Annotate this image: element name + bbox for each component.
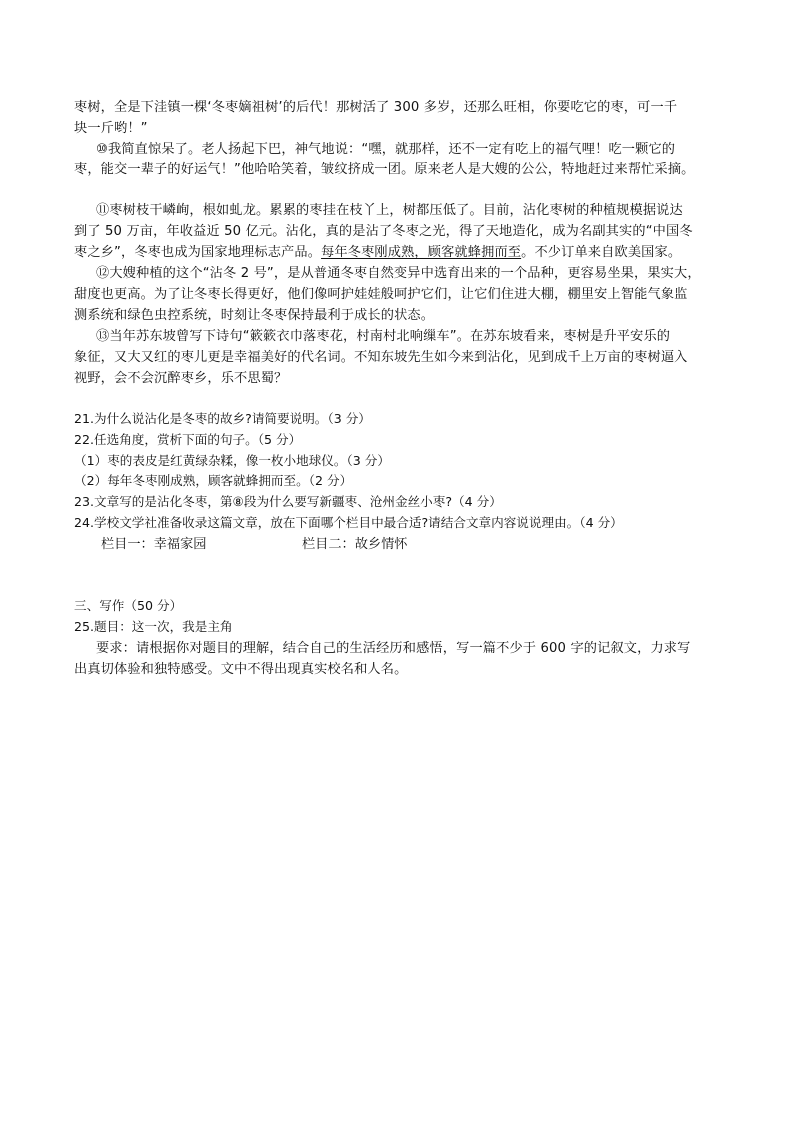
question-24: 24.学校文学社准备收录这篇文章，放在下面哪个栏目中最合适?请结合文章内容说说理由。（4 分）: [74, 515, 623, 530]
paragraph-10-line-1: ⑩我简直惊呆了。老人扬起下巴，神气地说：“嘿，就那样，还不一定有吃上的福气哩！吃一颗它的: [96, 142, 676, 157]
writing-requirement-line-1: 要求：请根据你对题目的理解，结合自己的生活经历和感悟，写一篇不少于 600 字的记叙文，力求写: [96, 641, 691, 656]
writing-requirement-line-2: 出真切体验和独特感受。文中不得出现真实校名和人名。: [74, 662, 408, 677]
paragraph-13-line-2: 象征，又大又红的枣儿更是幸福美好的代名词。不知东坡先生如今来到沾化，见到成千上万亩的枣树逼入: [74, 350, 688, 365]
paragraph-12-line-3: 测系统和绿色虫控系统，时刻让冬枣保持最利于成长的状态。: [74, 308, 435, 323]
question-22-item-2: （2）每年冬枣刚成熟，顾客就蜂拥而至。（2 分）: [74, 473, 353, 488]
paragraph-11-line-2: 到了 50 万亩，年收益近 50 亿元。沾化，真的是沾了冬枣之光，得了天地造化，成为名副其实的“中国冬: [74, 224, 693, 239]
paragraph-11-text-a: 枣之乡”，冬枣也成为国家地理标志产品。: [74, 245, 322, 260]
paragraph-11-line-1: ⑪枣树枝干嶙峋，根如虬龙。累累的枣挂在枝丫上，树都压低了。目前，沾化枣树的种植规模据说达: [96, 203, 683, 218]
paragraph-9-line-1: 枣树，全是下洼镇一棵‘冬枣嫡祖树’的后代！那树活了 300 多岁，还那么旺相，你要吃它的枣，可一千: [74, 100, 678, 115]
question-23: 23.文章写的是沾化冬枣，第⑧段为什么要写新疆枣、沧州金丝小枣?（4 分）: [74, 494, 502, 509]
paragraph-11-text-b: 。不少订单来自欧美国家。: [521, 245, 682, 260]
question-22: 22.任选角度，赏析下面的句子。（5 分）: [74, 432, 302, 447]
question-21: 21.为什么说沾化是冬枣的故乡?请简要说明。（3 分）: [74, 411, 371, 426]
question-25-title: 25.题目：这一次，我是主角: [74, 619, 233, 634]
paragraph-9-line-2: 块一斤哟！”: [74, 121, 148, 136]
paragraph-13-line-3: 视野，会不会沉醉枣乡，乐不思蜀？: [74, 371, 288, 386]
underlined-sentence: 每年冬枣刚成熟，顾客就蜂拥而至: [321, 245, 522, 260]
paragraph-13-line-1: ⑬当年苏东坡曾写下诗句“簌簌衣巾落枣花，村南村北响缫车”。在苏东坡看来，枣树是升平安乐的: [96, 329, 671, 344]
paragraph-10-line-2: 枣，能交一辈子的好运气！”他哈哈笑着，皱纹挤成一团。原来老人是大嫂的公公，特地赶过来帮忙采摘。: [74, 162, 695, 177]
paragraph-11-line-3: [74, 243, 734, 263]
question-22-item-1: （1）枣的表皮是红黄绿杂糅，像一枚小地球仪。（3 分）: [74, 453, 390, 468]
column-option-2: 栏目二：故乡情怀: [302, 537, 408, 552]
paragraph-12-line-1: ⑫大嫂种植的这个“沾冬 2 号”，是从普通冬枣自然变异中选育出来的一个品种，更容易坐果，果实大，: [96, 266, 701, 281]
column-option-1: 栏目一：幸福家园: [101, 537, 207, 552]
paragraph-12-line-2: 甜度也更高。为了让冬枣长得更好，他们像呵护娃娃般呵护它们，让它们住进大棚，棚里安上智能气象监: [74, 287, 688, 302]
writing-section-heading: 三、写作（50 分）: [74, 598, 183, 613]
